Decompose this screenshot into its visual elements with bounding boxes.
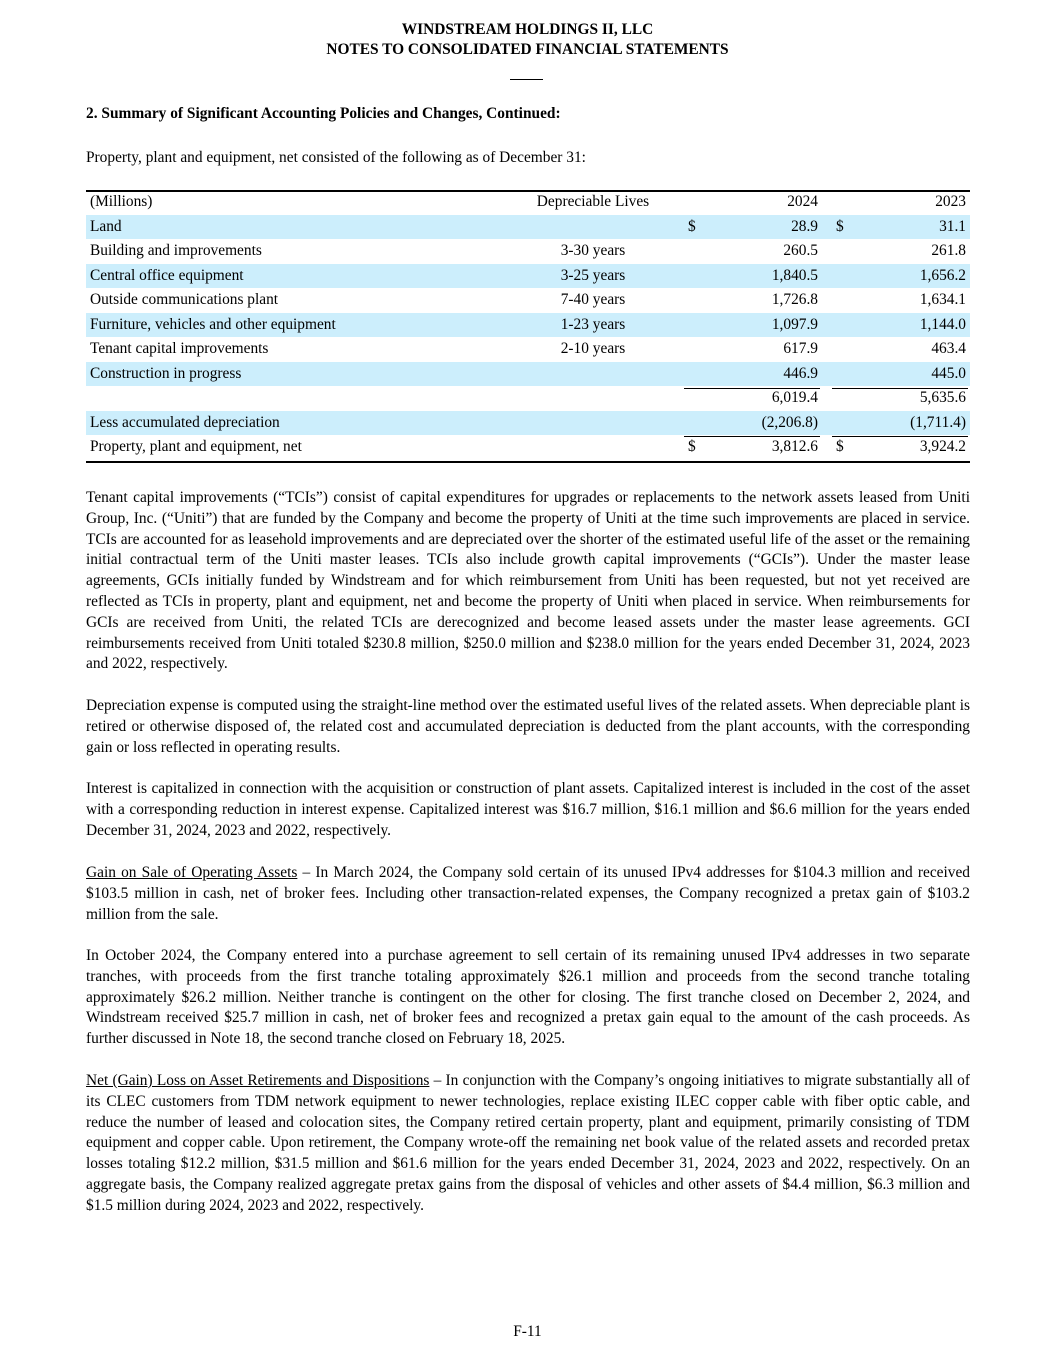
col-header-lives: Depreciable Lives [536, 193, 650, 210]
gain-on-sale-paragraph [86, 863, 970, 925]
net-rule-2024 [684, 436, 820, 437]
table-row [86, 264, 970, 289]
row-value-2024: 28.9 [791, 217, 818, 235]
tci-paragraph: Tenant capital improvements (“TCIs”) consist of capital expenditures for upgrades or replacements to the network assets leased from Uniti Group, Inc. (“Uniti”) that are funded by the Company and become the property of Uniti at the time such improvements are placed in service. TCIs are accounted for as leasehold improvements and are depreciated over the shorter of the estimated useful life of the asset or the remaining initial contractual term of the Uniti master leases. TCIs also include growth capital improvements (“GCIs”). Under the master lease agreements, GCIs initially funded by Windstream and for which reimbursement from Uniti has been requested, but not yet received are reflected as TCIs in property, plant and equipment, net and become the property of Uniti when placed in service. When reimbursements for GCIs are received from Uniti, the related TCIs are derecognized and become leased assets under the master lease agreements. GCI reimbursements received from Uniti totaled $230.8 million, $250.0 million and $238.0 million for the years ended December 31, 2024, 2023 and 2022, respectively. [86, 489, 970, 673]
row-depreciable-life: 3-25 years [560, 266, 626, 284]
table-row [86, 386, 970, 411]
table-row [86, 411, 970, 436]
row-dollar-2024: $ [688, 217, 696, 235]
net-rule-2023 [832, 436, 968, 437]
table-row [86, 435, 970, 460]
gain-on-sale-heading: Gain on Sale of Operating Assets [86, 864, 298, 881]
row-depreciable-life: 3-30 years [560, 242, 626, 259]
depreciation-paragraph: Depreciation expense is computed using the straight-line method over the estimated useful lives of the related assets. When depreciable plant is retired or otherwise disposed of, the related cost and accumulated depreciation is deducted from the plant accounts, with the corresponding gain or loss reflected in operating results. [86, 697, 970, 756]
table-row [86, 288, 970, 313]
row-value-2024: 446.9 [783, 364, 818, 382]
interest-paragraph: Interest is capitalized in connection with the acquisition or construction of plant assets. Capitalized interest is included in the cost of the asset with a corresponding reduction in interest expense. Capitalized interest was $16.7 million, $16.1 million and $6.6 million for the years ended December 31, 2024, 2023 and 2022, respectively. [86, 780, 970, 839]
gain-on-sale-body: – In March 2024, the Company sold certain of its unused IPv4 addresses for $104.3 million and received $103.5 million in cash, net of broker fees. Including other transaction-related expenses, the Company recognized a pretax gain of $103.2 million from the sale. [86, 864, 970, 923]
row-value-2024: 3,812.6 [771, 438, 818, 455]
net-loss-heading: Net (Gain) Loss on Asset Retirements and Dispositions [86, 1072, 430, 1089]
row-value-2023: 261.8 [931, 242, 966, 259]
row-label: Furniture, vehicles and other equipment [90, 315, 336, 333]
row-label: Building and improvements [90, 242, 262, 259]
table-row [86, 362, 970, 387]
col-header-2023: 2023 [935, 193, 966, 210]
row-label: Central office equipment [90, 266, 244, 284]
header-divider [510, 79, 543, 80]
row-value-2024: 617.9 [783, 340, 818, 357]
row-value-2024: 1,097.9 [771, 315, 818, 333]
row-depreciable-life: 1-23 years [560, 315, 626, 333]
row-dollar-2023: $ [836, 438, 844, 455]
row-value-2023: 31.1 [939, 217, 966, 235]
page-title: NOTES TO CONSOLIDATED FINANCIAL STATEMENTS [326, 41, 729, 58]
table-intro: Property, plant and equipment, net consisted of the following as of December 31: [86, 149, 586, 166]
row-value-2023: 1,656.2 [919, 266, 966, 284]
row-value-2024: 1,840.5 [771, 266, 818, 284]
table-header-row [86, 190, 970, 215]
row-value-2024: (2,206.8) [761, 413, 818, 431]
row-value-2023: 445.0 [931, 364, 966, 382]
row-label: Land [90, 217, 122, 235]
row-value-2024: 1,726.8 [771, 291, 818, 308]
section-title: 2. Summary of Significant Accounting Policies and Changes, Continued: [86, 105, 561, 122]
row-label: Construction in progress [90, 364, 242, 382]
table-body [86, 215, 970, 460]
row-dollar-2024: $ [688, 438, 696, 455]
row-value-2023: 5,635.6 [919, 389, 966, 406]
row-value-2023: (1,711.4) [910, 413, 966, 431]
table-row [86, 337, 970, 362]
col-header-unit: (Millions) [90, 193, 153, 210]
row-value-2023: 463.4 [931, 340, 966, 357]
row-depreciable-life: 2-10 years [560, 340, 626, 357]
page-number: F-11 [513, 1323, 542, 1340]
row-depreciable-life: 7-40 years [560, 291, 626, 308]
row-value-2024: 260.5 [783, 242, 818, 259]
row-label: Tenant capital improvements [90, 340, 269, 357]
net-loss-paragraph [86, 1071, 970, 1217]
table-bottom-rule [86, 461, 970, 463]
row-value-2023: 3,924.2 [919, 438, 966, 455]
subtotal-rule-2023 [832, 388, 968, 389]
row-value-2023: 1,634.1 [919, 291, 966, 308]
october-sale-paragraph: In October 2024, the Company entered into a purchase agreement to sell certain of its remaining unused IPv4 addresses in two separate tranches, with proceeds from the first tranche totaling approximately $26.1 million and proceeds from the second tranche totaling approximately $26.2 million. Neither tranche is contingent on the other for closing. The first tranche closed on December 2, 2024, and Windstream received $25.7 million in cash, net of broker fees and recognized a pretax gain equal to the amount of the cash proceeds. As further discussed in Note 18, the second tranche closed on February 18, 2025. [86, 947, 970, 1048]
row-value-2024: 6,019.4 [771, 389, 818, 406]
table-row [86, 215, 970, 240]
table-row [86, 239, 970, 264]
subtotal-rule-2024 [684, 388, 820, 389]
ppe-table [86, 190, 970, 460]
row-value-2023: 1,144.0 [919, 315, 966, 333]
row-label: Property, plant and equipment, net [90, 438, 302, 455]
row-label: Less accumulated depreciation [90, 413, 280, 431]
col-header-2024: 2024 [787, 193, 818, 210]
row-dollar-2023: $ [836, 217, 844, 235]
table-row [86, 313, 970, 338]
row-label: Outside communications plant [90, 291, 279, 308]
net-loss-body: – In conjunction with the Company’s ongoing initiatives to migrate substantially all of its CLEC customers from TDM network equipment to newer technologies, replace existing ILEC copper cable with fiber optic cable, and reduce the number of leased and colocation sites, the Company retired certain property, plant and equipment, primarily consisting of TDM equipment and copper cable. Upon retirement, the Company wrote-off the remaining net book value of the related assets and recorded pretax losses totaling $12.2 million, $31.5 million and $61.6 million for the years ended December 31, 2024, 2023 and 2022, respectively. On an aggregate basis, the Company realized aggregate pretax gains from the disposal of vehicles and other assets of $4.4 million, $6.3 million and $1.5 million during 2024, 2023 and 2022, respectively. [86, 1072, 970, 1214]
company-name: WINDSTREAM HOLDINGS II, LLC [401, 21, 654, 38]
